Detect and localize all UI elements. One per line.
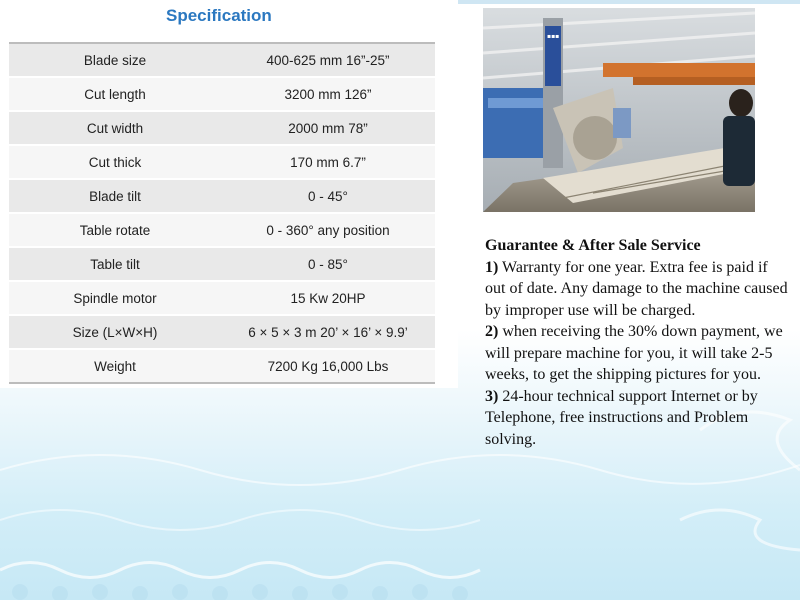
service-item xyxy=(485,257,790,322)
spec-value: 15 Kw 20HP xyxy=(221,281,435,315)
guarantee-heading: Guarantee & After Sale Service xyxy=(485,237,701,254)
spec-label: Cut length xyxy=(9,77,221,111)
spec-value: 400-625 mm 16”-25” xyxy=(221,43,435,77)
table-row xyxy=(9,281,435,315)
spec-value: 170 mm 6.7” xyxy=(221,145,435,179)
spec-value: 7200 Kg 16,000 Lbs xyxy=(221,349,435,383)
table-row xyxy=(9,247,435,281)
table-row xyxy=(9,349,435,383)
spec-label: Blade size xyxy=(9,43,221,77)
spec-label: Cut thick xyxy=(9,145,221,179)
item-text: 24-hour technical support Internet or by Telephone, free instructions and Problem solving. xyxy=(485,387,758,448)
table-row xyxy=(9,145,435,179)
spec-label: Spindle motor xyxy=(9,281,221,315)
top-divider xyxy=(458,0,800,4)
spec-label: Size (L×W×H) xyxy=(9,315,221,349)
guarantee-section xyxy=(485,235,790,450)
item-text: Warranty for one year. Extra fee is paid if out of date. Any damage to the machine caused by improper use will be charged. xyxy=(485,258,788,319)
specification-title: Specification xyxy=(166,6,272,25)
spec-label: Cut width xyxy=(9,111,221,145)
spec-value: 2000 mm 78” xyxy=(221,111,435,145)
table-row xyxy=(9,213,435,247)
table-row xyxy=(9,77,435,111)
service-item xyxy=(485,386,790,451)
item-number: 2) xyxy=(485,323,499,340)
table-row xyxy=(9,43,435,77)
item-number: 3) xyxy=(485,387,499,405)
item-text: when receiving the 30% down payment, we will prepare machine for you, it will take 2-5 weeks, to get the shipping pictures for you. xyxy=(485,323,783,383)
service-item xyxy=(485,321,790,386)
spec-value: 0 - 85° xyxy=(221,247,435,281)
svg-text:▪▪▪: ▪▪▪ xyxy=(547,33,560,40)
table-row xyxy=(9,111,435,145)
specification-table xyxy=(9,42,435,384)
specification-panel xyxy=(0,0,458,388)
bridge-saw-illustration xyxy=(483,8,755,212)
spec-label: Weight xyxy=(9,349,221,383)
machine-photo xyxy=(483,8,755,212)
spec-label: Table rotate xyxy=(9,213,221,247)
spec-value: 3200 mm 126” xyxy=(221,77,435,111)
spec-label: Blade tilt xyxy=(9,179,221,213)
spec-value: 0 - 45° xyxy=(221,179,435,213)
table-row xyxy=(9,315,435,349)
table-row xyxy=(9,179,435,213)
item-number: 1) xyxy=(485,258,499,276)
spec-value: 6 × 5 × 3 m 20’ × 16’ × 9.9’ xyxy=(221,315,435,349)
spec-label: Table tilt xyxy=(9,247,221,281)
spec-value: 0 - 360° any position xyxy=(221,213,435,247)
